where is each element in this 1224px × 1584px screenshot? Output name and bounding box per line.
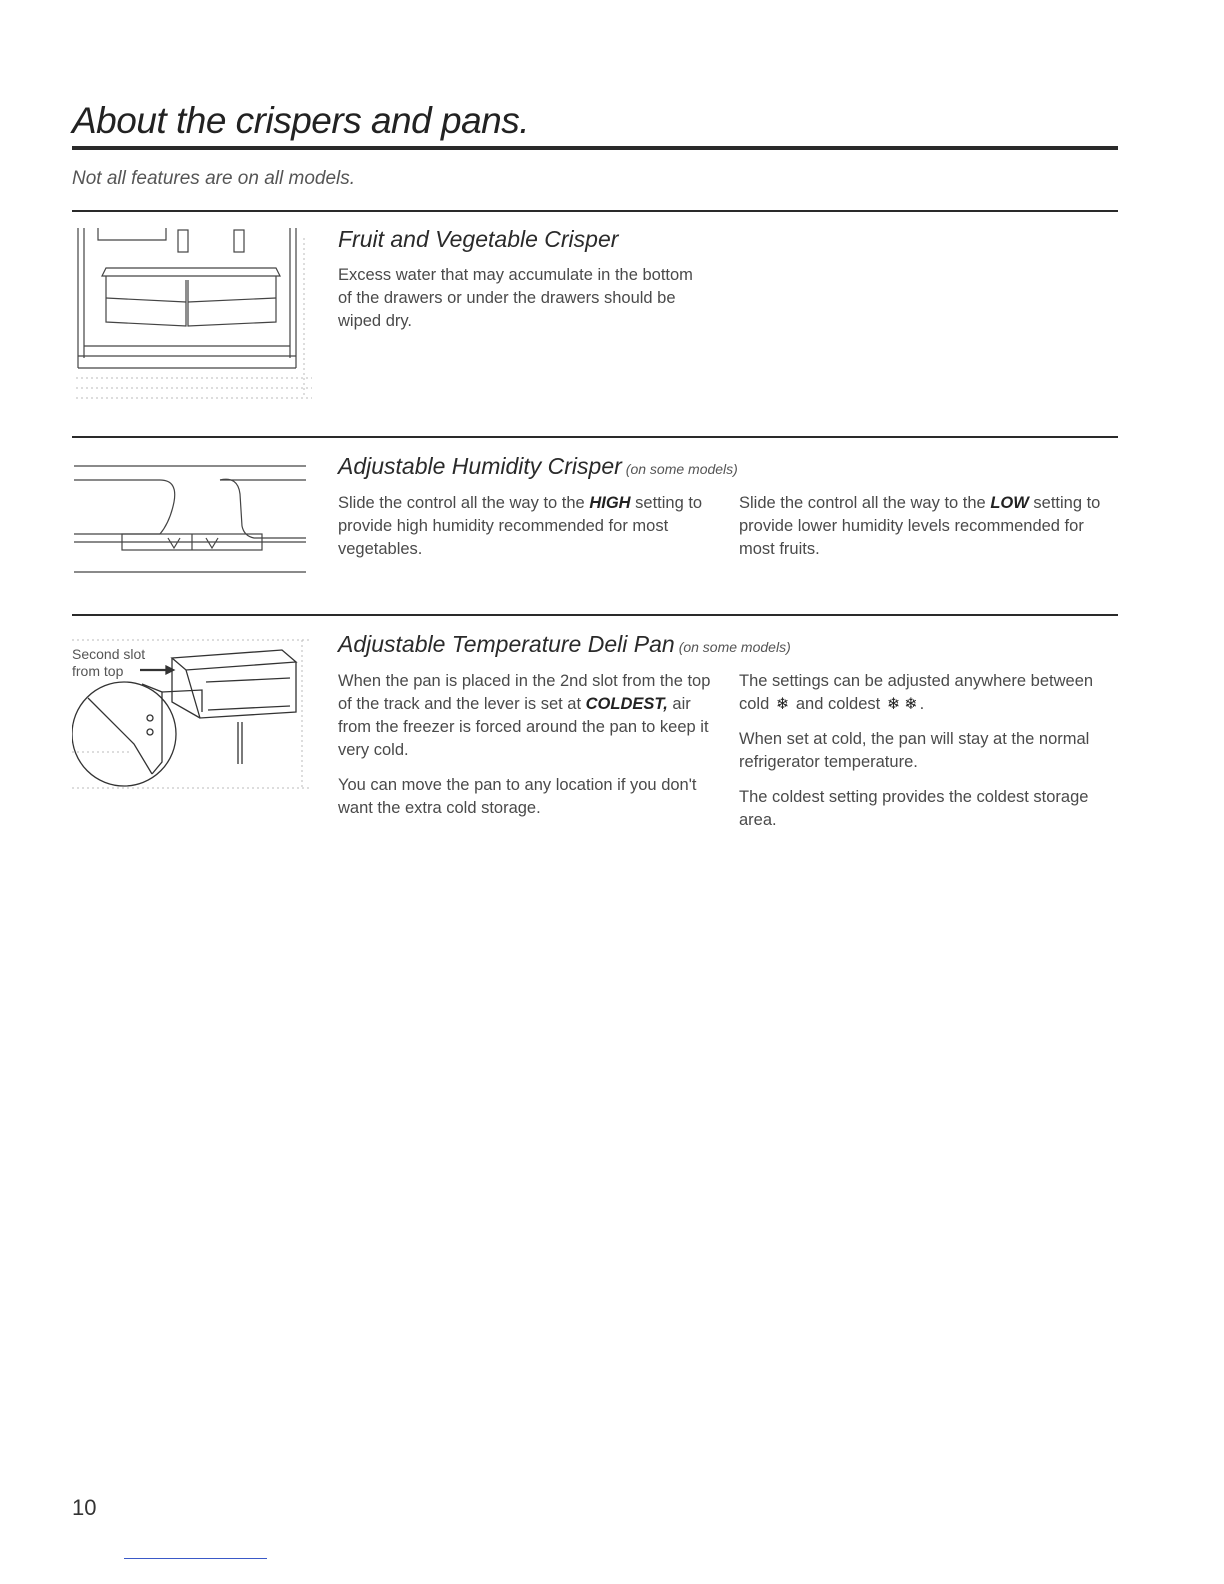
- fruit-crisper-body: Excess water that may accumulate in the bottom of the drawers or under the drawers should be wiped dry.: [338, 266, 693, 330]
- deli-pan-heading: [338, 631, 791, 658]
- humidity-crisper-heading: [338, 453, 738, 480]
- deli-pan-p1-pre: When the pan is placed in the 2nd slot from the top of the track and the lever is set at: [338, 672, 711, 713]
- humidity-high-post: setting to provide high humidity recommended for most vegetables.: [338, 494, 703, 558]
- deli-pan-settings-pre: The settings can be adjusted anywhere between cold: [739, 672, 1094, 713]
- deli-pan-left-text: [338, 670, 716, 820]
- deli-pan-coldest-storage-paragraph: The coldest setting provides the coldest storage area.: [739, 788, 1089, 829]
- deli-pan-title: Adjustable Temperature Deli Pan: [338, 631, 675, 657]
- deli-pan-right-text: [739, 670, 1121, 832]
- snowflake-icon: ❄: [886, 696, 901, 713]
- section-divider: [72, 614, 1118, 616]
- page-subtitle: Not all features are on all models.: [72, 168, 356, 189]
- humidity-low-paragraph: [739, 492, 1119, 561]
- deli-pan-coldest-paragraph: [338, 670, 716, 762]
- section-divider: [72, 436, 1118, 438]
- page-number: 10: [72, 1495, 97, 1520]
- humidity-crisper-title: Adjustable Humidity Crisper: [338, 453, 622, 479]
- humidity-high-emph: HIGH: [589, 494, 631, 512]
- deli-pan-settings-end: .: [919, 695, 925, 713]
- crisper-drawers-illustration: [76, 228, 312, 400]
- humidity-crisper-note: (on some models): [625, 461, 738, 477]
- deli-pan-move-paragraph: You can move the pan to any location if you don't want the extra cold storage.: [338, 776, 697, 817]
- page-title: About the crispers and pans.: [72, 100, 530, 141]
- humidity-low-emph: LOW: [990, 494, 1029, 512]
- deli-pan-illustration: [72, 632, 312, 792]
- deli-pan-p1-post: air from the freezer is forced around the pan to keep it very cold.: [338, 695, 709, 759]
- snowflake-icon: ❄: [775, 696, 790, 713]
- humidity-low-post: setting to provide lower humidity levels recommended for most fruits.: [739, 494, 1101, 558]
- deli-pan-settings-mid: and coldest: [791, 695, 885, 713]
- deli-pan-note: (on some models): [678, 639, 791, 655]
- humidity-high-pre: Slide the control all the way to the: [338, 494, 590, 512]
- humidity-low-text: [739, 492, 1119, 561]
- humidity-high-paragraph: [338, 492, 718, 561]
- humidity-crisper-illustration: [74, 456, 310, 574]
- deli-pan-settings-paragraph: [739, 670, 1121, 716]
- deli-pan-p1-emph: COLDEST,: [585, 695, 668, 713]
- deli-pan-cold-paragraph: When set at cold, the pan will stay at the normal refrigerator temperature.: [739, 730, 1090, 771]
- fruit-crisper-text: [338, 264, 698, 333]
- title-rule: [72, 146, 1118, 150]
- snowflake-icon: ❄: [904, 696, 918, 713]
- footer-rule: [124, 1558, 267, 1559]
- humidity-low-pre: Slide the control all the way to the: [739, 494, 991, 512]
- second-slot-callout: Second slot from top: [72, 646, 146, 679]
- humidity-high-text: [338, 492, 718, 561]
- section-divider: [72, 210, 1118, 212]
- fruit-crisper-title: Fruit and Vegetable Crisper: [338, 226, 619, 252]
